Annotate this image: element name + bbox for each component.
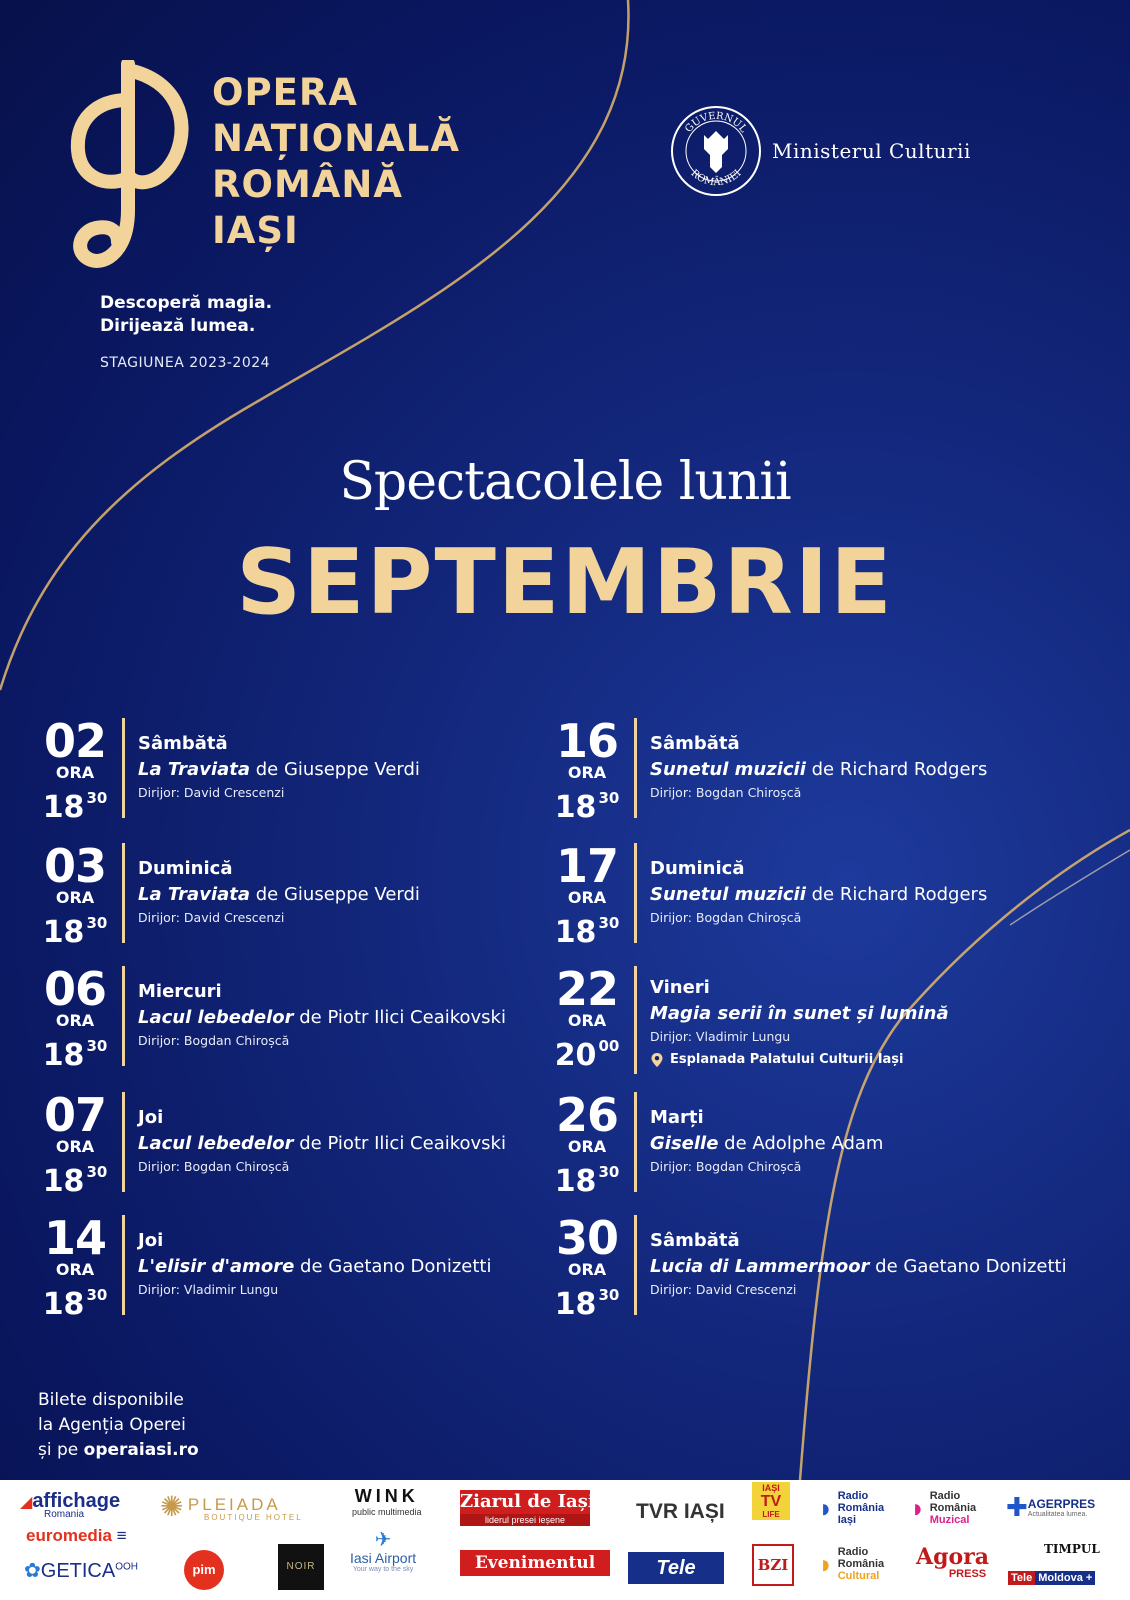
event-author: de Piotr Ilici Ceaikovski <box>299 1007 506 1028</box>
gold-divider <box>634 1215 637 1315</box>
tickets-prefix: și pe <box>38 1440 79 1460</box>
gold-divider <box>634 966 637 1074</box>
tickets-line: la Agenția Operei <box>38 1415 186 1435</box>
event-info <box>650 857 1090 927</box>
ministry-name: Ministerul Culturii <box>772 139 971 163</box>
radio-waves-icon: ◗ <box>910 1492 926 1523</box>
event-weekday: Sâmbătă <box>138 733 228 754</box>
event-item <box>38 1211 558 1327</box>
tickets-line: Bilete disponibile <box>38 1390 184 1410</box>
gold-divider <box>122 1092 125 1192</box>
event-weekday: Duminică <box>650 858 745 879</box>
event-day: 03 <box>43 839 106 893</box>
event-author: de Piotr Ilici Ceaikovski <box>299 1133 506 1154</box>
gold-divider <box>122 843 125 943</box>
iasi-tv-life-logo: IAȘI TV LIFE <box>752 1482 790 1520</box>
agora-press-logo: Agora PRESS <box>916 1544 989 1580</box>
event-title: Sunetul muzicii <box>650 884 806 905</box>
event-info <box>138 980 578 1050</box>
event-minute: 30 <box>86 1163 108 1181</box>
event-ora-label: ORA <box>55 888 95 907</box>
event-info <box>138 1229 578 1299</box>
event-conductor: Dirijor: David Crescenzi <box>650 1282 797 1297</box>
event-ora-label: ORA <box>55 1011 95 1030</box>
event-time <box>550 1156 624 1198</box>
event-work <box>138 756 578 784</box>
opera-name-line: NAȚIONALĂ <box>212 117 461 160</box>
event-info <box>650 1229 1090 1299</box>
event-conductor: Dirijor: Bogdan Chiroșcă <box>650 785 802 800</box>
event-day: 30 <box>555 1211 618 1265</box>
opera-name-line: IAȘI <box>212 209 299 252</box>
event-hour: 18 <box>554 790 597 825</box>
event-ora-label: ORA <box>567 763 607 782</box>
agerpres-logo: ✚ AGERPRES Actualitatea lumea. <box>1006 1492 1096 1522</box>
event-weekday: Sâmbătă <box>650 1230 740 1251</box>
euromedia-logo: euromedia ≡ <box>26 1526 127 1545</box>
event-work <box>138 1004 578 1032</box>
location-pin-icon <box>650 1052 664 1068</box>
event-item <box>550 1088 1070 1204</box>
title-line-1: Spectacolele lunii <box>339 452 791 512</box>
event-time <box>550 1279 624 1321</box>
event-weekday: Sâmbătă <box>650 733 740 754</box>
evenimentul-logo: Evenimentul <box>460 1550 610 1576</box>
title-month: SEPTEMBRIE <box>236 530 894 635</box>
opera-name-line: OPERA <box>212 71 358 114</box>
event-time <box>550 907 624 949</box>
ziarul-de-iasi-logo: Ziarul de Iași liderul presei ieșene <box>460 1491 595 1525</box>
event-item <box>38 1088 558 1204</box>
gold-divider <box>122 718 125 818</box>
event-conductor: Dirijor: Bogdan Chiroșcă <box>138 1159 290 1174</box>
event-hour: 18 <box>42 1038 85 1073</box>
event-minute: 30 <box>86 1037 108 1055</box>
event-weekday: Joi <box>138 1230 164 1251</box>
event-minute: 30 <box>86 1286 108 1304</box>
gold-divider <box>122 966 125 1066</box>
event-conductor: Dirijor: Vladimir Lungu <box>138 1282 279 1297</box>
airplane-icon: ✈ <box>374 1529 392 1551</box>
radio-romania-cultural-logo: ◗ Radio România Cultural <box>818 1546 885 1582</box>
opera-name-line: ROMÂNĂ <box>212 163 403 206</box>
event-date <box>550 962 624 1073</box>
event-item <box>550 1211 1070 1327</box>
event-time <box>550 782 624 824</box>
timpul-logo: TIMPUL <box>1044 1542 1100 1556</box>
event-work <box>138 881 578 909</box>
gold-divider <box>634 843 637 943</box>
event-work <box>650 756 1090 784</box>
government-seal-icon <box>670 105 762 197</box>
event-title: Giselle <box>650 1133 719 1154</box>
event-hour: 18 <box>554 1287 597 1322</box>
radio-waves-icon: ◗ <box>818 1492 834 1523</box>
radio-romania-iasi-logo: ◗ Radio România Iași <box>818 1490 885 1526</box>
event-date <box>550 714 624 825</box>
event-minute: 30 <box>598 789 620 807</box>
event-work <box>650 1130 1090 1158</box>
event-title: Lacul lebedelor <box>138 1133 294 1154</box>
event-author: de Giuseppe Verdi <box>255 884 420 905</box>
event-title: L'elisir d'amore <box>138 1256 295 1277</box>
slogan-line: Descoperă magia. <box>100 293 273 313</box>
tickets-info <box>38 1388 199 1463</box>
event-day: 02 <box>43 714 106 768</box>
event-item <box>38 714 558 830</box>
event-title: La Traviata <box>138 759 251 780</box>
agerpres-mark-icon: ✚ <box>1006 1492 1028 1522</box>
event-info <box>138 1106 578 1176</box>
event-hour: 18 <box>42 915 85 950</box>
event-item <box>550 714 1070 830</box>
pim-logo: pim <box>184 1550 224 1590</box>
event-time <box>38 907 112 949</box>
noir-logo: NOIR <box>278 1544 324 1590</box>
pleiada-sun-icon: ✺ <box>160 1491 184 1522</box>
gold-divider <box>634 718 637 818</box>
event-day: 07 <box>43 1088 106 1142</box>
event-location-text: Esplanada Palatului Culturii Iași <box>670 1052 904 1067</box>
slogan-line: Dirijează lumea. <box>100 316 256 336</box>
event-time <box>38 782 112 824</box>
event-date <box>38 962 112 1073</box>
event-author: de Gaetano Donizetti <box>300 1256 492 1277</box>
event-title: Magia serii în sunet și lumină <box>650 1003 949 1024</box>
seal-bottom-text: ROMÂNIEI <box>688 167 744 189</box>
event-info <box>650 976 1090 1072</box>
event-ora-label: ORA <box>567 1137 607 1156</box>
event-hour: 18 <box>554 915 597 950</box>
event-author: de Adolphe Adam <box>724 1133 884 1154</box>
slogan <box>100 292 272 338</box>
event-day: 16 <box>555 714 618 768</box>
event-minute: 30 <box>598 914 620 932</box>
event-minute: 30 <box>86 789 108 807</box>
event-hour: 18 <box>42 1164 85 1199</box>
event-date <box>550 1088 624 1199</box>
event-ora-label: ORA <box>567 1260 607 1279</box>
event-author: de Richard Rodgers <box>811 884 988 905</box>
bzi-logo: BZI <box>752 1544 794 1586</box>
event-hour: 18 <box>42 1287 85 1322</box>
event-work <box>650 1000 1090 1028</box>
event-work <box>650 1253 1090 1281</box>
opera-name <box>212 70 460 254</box>
gold-divider <box>122 1215 125 1315</box>
event-work <box>138 1253 578 1281</box>
event-time <box>38 1030 112 1072</box>
event-ora-label: ORA <box>55 1137 95 1156</box>
event-hour: 18 <box>554 1164 597 1199</box>
music-note-logo-icon <box>66 60 196 270</box>
event-minute: 30 <box>598 1286 620 1304</box>
affichage-mark-icon: ◢ <box>20 1494 33 1511</box>
tickets-line <box>38 1438 199 1463</box>
event-minute: 30 <box>86 914 108 932</box>
event-item <box>38 839 558 955</box>
event-date <box>550 839 624 950</box>
event-day: 22 <box>555 962 618 1016</box>
event-conductor: Dirijor: Bogdan Chiroșcă <box>138 1033 290 1048</box>
event-date <box>550 1211 624 1322</box>
event-date <box>38 1211 112 1322</box>
getica-mark-icon: ✿ <box>24 1560 41 1582</box>
seal-top-text: GUVERNUL <box>683 110 749 135</box>
event-time <box>38 1156 112 1198</box>
tele-m-logo: Tele <box>628 1552 724 1584</box>
event-title: Lucia di Lammermoor <box>650 1256 870 1277</box>
pleiada-logo: ✺ PLEIADA BOUTIQUE HOTEL <box>160 1491 303 1522</box>
event-day: 26 <box>555 1088 618 1142</box>
affichage-logo: ◢affichage Romania <box>20 1490 121 1520</box>
gold-divider <box>634 1092 637 1192</box>
event-day: 17 <box>555 839 618 893</box>
event-weekday: Miercuri <box>138 981 222 1002</box>
event-work <box>650 881 1090 909</box>
event-author: de Gaetano Donizetti <box>875 1256 1067 1277</box>
event-title: Lacul lebedelor <box>138 1007 294 1028</box>
event-author: de Richard Rodgers <box>811 759 988 780</box>
website-link[interactable]: operaiasi.ro <box>83 1440 199 1460</box>
event-date <box>38 1088 112 1199</box>
getica-logo: $✿GETICA^{OOH}$ <box>24 1560 138 1582</box>
event-weekday: Vineri <box>650 977 710 998</box>
event-info <box>138 732 578 802</box>
event-conductor: Dirijor: Bogdan Chiroșcă <box>650 910 802 925</box>
event-weekday: Marți <box>650 1107 704 1128</box>
event-minute: 30 <box>598 1163 620 1181</box>
radio-waves-icon: ◗ <box>818 1548 834 1579</box>
event-conductor: Dirijor: David Crescenzi <box>138 785 285 800</box>
event-day: 14 <box>43 1211 106 1265</box>
event-info <box>650 732 1090 802</box>
event-day: 06 <box>43 962 106 1016</box>
tvr-iasi-logo: TVR IAȘI <box>636 1500 725 1523</box>
ministry-logo <box>670 105 971 197</box>
event-item <box>38 962 558 1078</box>
event-title: La Traviata <box>138 884 251 905</box>
event-author: de Giuseppe Verdi <box>255 759 420 780</box>
event-date <box>38 714 112 825</box>
event-conductor: Dirijor: David Crescenzi <box>138 910 285 925</box>
event-weekday: Joi <box>138 1107 164 1128</box>
event-title: Sunetul muzicii <box>650 759 806 780</box>
event-date <box>38 839 112 950</box>
sponsors-bar <box>0 1480 1130 1600</box>
event-weekday: Duminică <box>138 858 233 879</box>
event-work <box>138 1130 578 1158</box>
event-time <box>38 1279 112 1321</box>
event-hour: 20 <box>554 1038 597 1073</box>
event-ora-label: ORA <box>567 888 607 907</box>
event-info <box>650 1106 1090 1176</box>
wink-logo: WINK public multimedia <box>352 1486 422 1517</box>
event-conductor: Dirijor: Bogdan Chiroșcă <box>650 1159 802 1174</box>
tele-moldova-logo: Tele Moldova + <box>1008 1572 1095 1584</box>
event-minute: 00 <box>598 1037 620 1055</box>
event-item <box>550 839 1070 955</box>
radio-romania-muzical-logo: ◗ Radio România Muzical <box>910 1490 977 1526</box>
iasi-airport-logo: ✈ Iasi Airport Your way to the sky <box>350 1529 417 1573</box>
event-item <box>550 962 1070 1086</box>
event-ora-label: ORA <box>55 763 95 782</box>
event-info <box>138 857 578 927</box>
event-location <box>650 1048 1090 1072</box>
event-hour: 18 <box>42 790 85 825</box>
event-time <box>550 1030 624 1072</box>
event-ora-label: ORA <box>55 1260 95 1279</box>
event-conductor: Dirijor: Vladimir Lungu <box>650 1029 791 1044</box>
event-ora-label: ORA <box>567 1011 607 1030</box>
season-label: STAGIUNEA 2023-2024 <box>100 355 271 371</box>
